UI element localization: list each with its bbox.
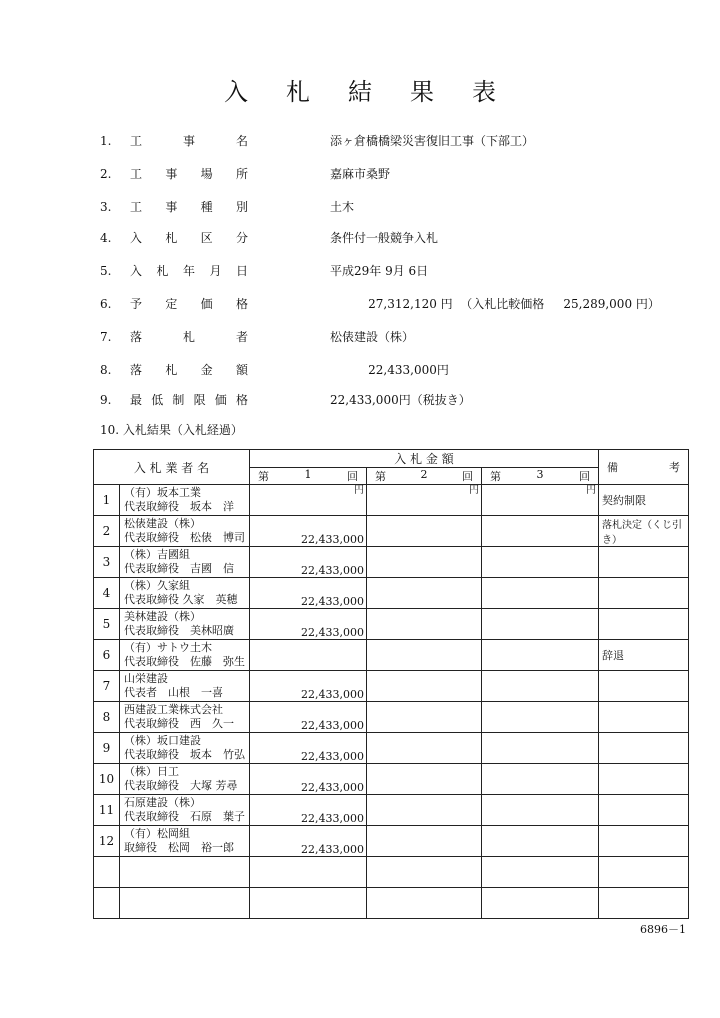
info-number: 8.: [100, 363, 112, 377]
info-number: 5.: [100, 264, 112, 278]
table-row: [94, 578, 689, 609]
row-number: 1: [94, 485, 120, 516]
note: [599, 671, 689, 702]
round-2-amount: [367, 764, 482, 795]
table-row: [94, 547, 689, 578]
note: [599, 795, 689, 826]
bidder-name: （有）坂本工業 代表取締役 坂本 洋: [120, 485, 250, 516]
bidder-name: （株）吉國組 代表取締役 吉國 信: [120, 547, 250, 578]
table-row: [94, 609, 689, 640]
header-note: 備 考: [599, 450, 689, 485]
info-value: 添ヶ倉橋橋梁災害復旧工事（下部工）: [330, 134, 535, 148]
info-number: 7.: [100, 330, 112, 344]
empty-cell: [94, 888, 120, 919]
header-bidder: 入 札 業 者 名: [94, 450, 250, 485]
round-2-amount: [367, 609, 482, 640]
table-row: [94, 826, 689, 857]
bidder-name: 西建設工業株式会社 代表取締役 西 久一: [120, 702, 250, 733]
round-1-amount: 22,433,000: [250, 547, 367, 578]
round-3-amount: 円: [482, 485, 599, 516]
empty-cell: [250, 888, 367, 919]
empty-cell: [482, 888, 599, 919]
empty-cell: [599, 888, 689, 919]
info-label: 落 札 金 額: [130, 363, 248, 377]
row-number: 2: [94, 516, 120, 547]
round-2-amount: [367, 795, 482, 826]
round-3-amount: [482, 795, 599, 826]
round-1-amount: 22,433,000: [250, 826, 367, 857]
round-2-amount: [367, 578, 482, 609]
row-number: 3: [94, 547, 120, 578]
round-3-amount: [482, 578, 599, 609]
note: [599, 609, 689, 640]
note: [599, 578, 689, 609]
section-10-heading: 10. 入札結果（入札経過）: [100, 423, 243, 437]
round-3-amount: [482, 733, 599, 764]
info-label: 予 定 価 格: [130, 297, 248, 311]
note: 落札決定（くじ引き）: [599, 516, 689, 547]
note: [599, 702, 689, 733]
bidder-name: 美林建設（株） 代表取締役 美林昭廣: [120, 609, 250, 640]
row-number: 6: [94, 640, 120, 671]
info-value: 土木: [330, 200, 355, 214]
info-row: [100, 131, 700, 151]
round-3-amount: [482, 547, 599, 578]
table-row: [94, 702, 689, 733]
info-label: 入 札 年 月 日: [130, 264, 248, 278]
info-number: 3.: [100, 200, 112, 214]
row-number: 12: [94, 826, 120, 857]
table-row: [94, 764, 689, 795]
round-3-amount: [482, 702, 599, 733]
empty-cell: [367, 857, 482, 888]
bidder-name: 松俵建設（株） 代表取締役 松俵 博司: [120, 516, 250, 547]
info-number: 6.: [100, 297, 112, 311]
info-value: 平成29年 9月 6日: [330, 264, 429, 278]
empty-cell: [120, 888, 250, 919]
round-2-amount: [367, 640, 482, 671]
header-amount: 入 札 金 額: [250, 450, 599, 468]
empty-cell: [120, 857, 250, 888]
info-value: 嘉麻市桑野: [330, 167, 391, 181]
row-number: 5: [94, 609, 120, 640]
header-round-3: 第 3 回: [482, 468, 599, 485]
table-row: [94, 516, 689, 547]
page-title: 入札結果表: [224, 78, 534, 106]
info-row: [100, 228, 700, 248]
info-label: 工 事 種 別: [130, 200, 248, 214]
info-value: 27,312,120 円 （入札比較価格 25,289,000 円）: [330, 297, 660, 311]
bid-result-table: [93, 449, 689, 919]
info-row: [100, 261, 700, 281]
row-number: 10: [94, 764, 120, 795]
empty-row: [94, 888, 689, 919]
row-number: 7: [94, 671, 120, 702]
round-2-amount: 円: [367, 485, 482, 516]
info-row: [100, 294, 700, 314]
page-number: 6896－1: [640, 923, 686, 936]
info-row: [100, 360, 700, 380]
info-row: [100, 327, 700, 347]
round-1-amount: 22,433,000: [250, 516, 367, 547]
info-label: 落 札 者: [130, 330, 248, 344]
table-row: [94, 795, 689, 826]
round-3-amount: [482, 609, 599, 640]
info-label: 工 事 名: [130, 134, 248, 148]
round-2-amount: [367, 702, 482, 733]
table-row: [94, 485, 689, 516]
empty-cell: [482, 857, 599, 888]
round-1-amount: 22,433,000: [250, 764, 367, 795]
info-value: 22,433,000円: [330, 363, 449, 377]
empty-cell: [250, 857, 367, 888]
bidder-name: （有）サトウ土木 代表取締役 佐藤 弥生: [120, 640, 250, 671]
info-number: 2.: [100, 167, 112, 181]
note: [599, 826, 689, 857]
round-3-amount: [482, 516, 599, 547]
note: [599, 733, 689, 764]
bidder-name: （株）坂口建設 代表取締役 坂本 竹弘: [120, 733, 250, 764]
note: [599, 547, 689, 578]
info-number: 9.: [100, 393, 112, 407]
note: [599, 764, 689, 795]
row-number: 8: [94, 702, 120, 733]
round-1-amount: 22,433,000: [250, 795, 367, 826]
round-1-amount: [250, 640, 367, 671]
bidder-name: （株）久家組 代表取締役 久家 英穂: [120, 578, 250, 609]
round-3-amount: [482, 764, 599, 795]
info-number: 4.: [100, 231, 112, 245]
round-2-amount: [367, 516, 482, 547]
round-3-amount: [482, 671, 599, 702]
round-3-amount: [482, 640, 599, 671]
round-2-amount: [367, 671, 482, 702]
bidder-name: （有）松岡組 取締役 松岡 裕一郎: [120, 826, 250, 857]
round-2-amount: [367, 826, 482, 857]
table-row: [94, 640, 689, 671]
round-1-amount: 22,433,000: [250, 609, 367, 640]
info-row: [100, 390, 700, 410]
round-1-amount: 22,433,000: [250, 733, 367, 764]
empty-cell: [599, 857, 689, 888]
row-number: 11: [94, 795, 120, 826]
info-value: 22,433,000円（税抜き）: [330, 393, 471, 407]
bidder-name: （株）日工 代表取締役 大塚 芳尋: [120, 764, 250, 795]
info-row: [100, 164, 700, 184]
info-label: 工 事 場 所: [130, 167, 248, 181]
note: 辞退: [599, 640, 689, 671]
info-label: 入 札 区 分: [130, 231, 248, 245]
header-round-2: 第 2 回: [367, 468, 482, 485]
info-value: 条件付一般競争入札: [330, 231, 439, 245]
info-value: 松俵建設（株）: [330, 330, 415, 344]
note: 契約制限: [599, 485, 689, 516]
round-1-amount: 22,433,000: [250, 671, 367, 702]
round-1-amount: 円: [250, 485, 367, 516]
row-number: 4: [94, 578, 120, 609]
header-round-1: 第 1 回: [250, 468, 367, 485]
round-2-amount: [367, 733, 482, 764]
table-row: [94, 733, 689, 764]
info-number: 1.: [100, 134, 112, 148]
empty-cell: [367, 888, 482, 919]
empty-cell: [94, 857, 120, 888]
empty-row: [94, 857, 689, 888]
row-number: 9: [94, 733, 120, 764]
bidder-name: 山栄建設 代表者 山根 一喜: [120, 671, 250, 702]
round-2-amount: [367, 547, 482, 578]
round-1-amount: 22,433,000: [250, 578, 367, 609]
round-1-amount: 22,433,000: [250, 702, 367, 733]
bidder-name: 石原建設（株） 代表取締役 石原 葉子: [120, 795, 250, 826]
info-label: 最 低 制 限 価 格: [130, 393, 248, 407]
round-3-amount: [482, 826, 599, 857]
info-row: [100, 197, 700, 217]
table-row: [94, 671, 689, 702]
